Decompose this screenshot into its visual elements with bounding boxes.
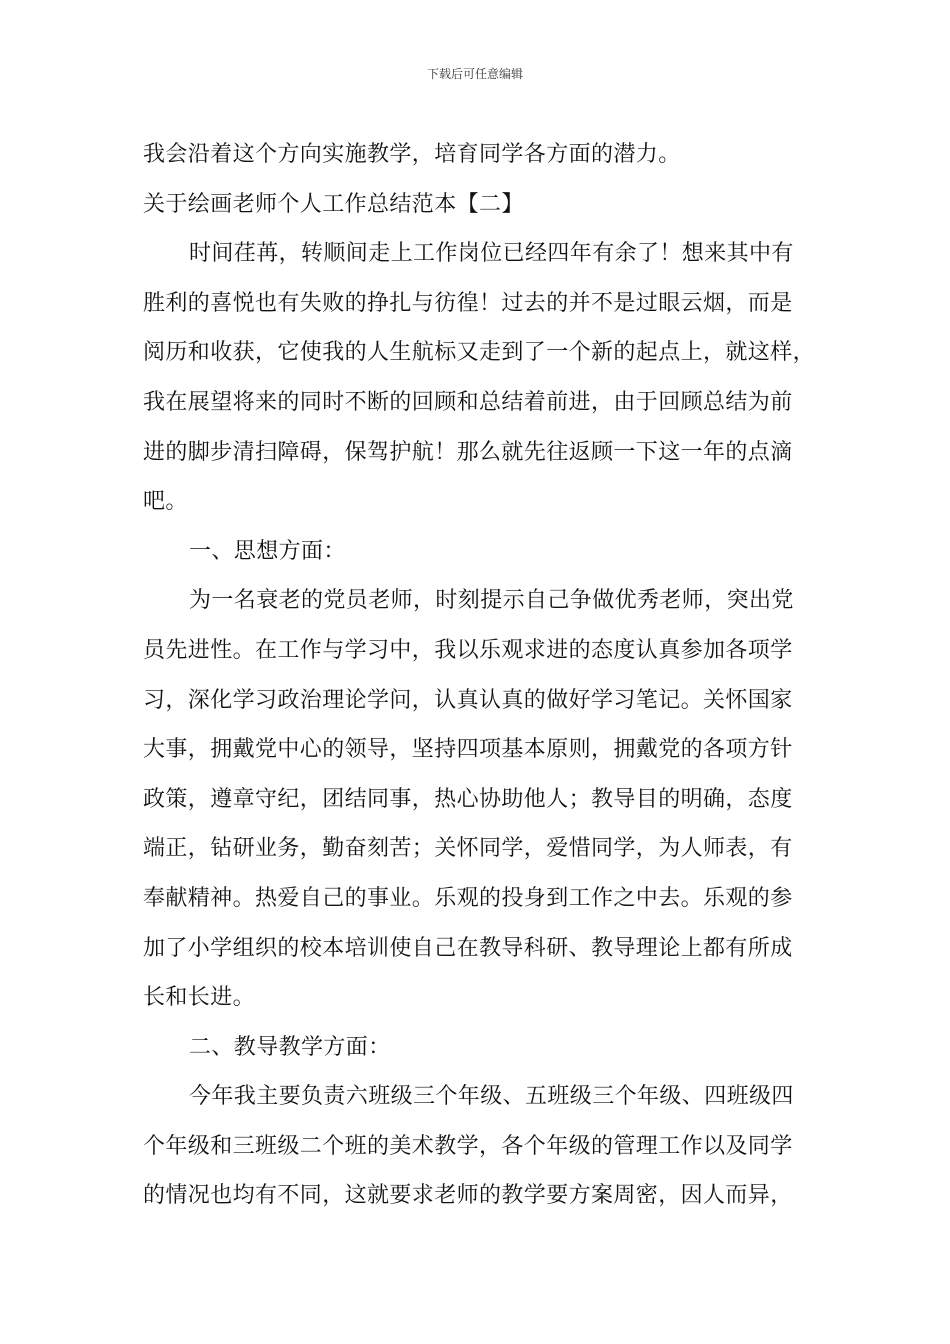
text-line: 的情况也均有不同，这就要求老师的教学要方案周密，因人而异， bbox=[143, 1183, 793, 1209]
text-line: 时间荏苒，转顺间走上工作岗位已经四年有余了！想来其中有 bbox=[189, 241, 794, 267]
text-line: 今年我主要负责六班级三个年级、五班级三个年级、四班级四 bbox=[189, 1084, 794, 1110]
text-line: 加了小学组织的校本培训使自己在教导科研、教导理论上都有所成 bbox=[143, 935, 793, 961]
document-body bbox=[143, 130, 823, 1221]
text-line: 为一名衰老的党员老师，时刻提示自己争做优秀老师，突出党 bbox=[189, 588, 794, 614]
subsection-heading: 一、思想方面： bbox=[189, 538, 346, 564]
text-line: 进的脚步清扫障碍，保驾护航！那么就先往返顾一下这一年的点滴 bbox=[143, 439, 793, 465]
text-line: 长和长进。 bbox=[143, 985, 256, 1011]
text-line: 习，深化学习政治理论学问，认真认真的做好学习笔记。关怀国家 bbox=[143, 687, 793, 713]
text-line: 政策，遵章守纪，团结同事，热心协助他人；教导目的明确，态度 bbox=[143, 786, 793, 812]
text-line: 个年级和三班级二个班的美术教学，各个年级的管理工作以及同学 bbox=[143, 1133, 793, 1159]
text-line: 胜利的喜悦也有失败的挣扎与彷徨！过去的并不是过眼云烟，而是 bbox=[143, 290, 793, 316]
text-line: 我会沿着这个方向实施教学，培育同学各方面的潜力。 bbox=[143, 142, 681, 167]
text-line: 阅历和收获，它使我的人生航标又走到了一个新的起点上，就这样， bbox=[143, 340, 816, 366]
text-line: 我在展望将来的同时不断的回顾和总结着前进，由于回顾总结为前 bbox=[143, 389, 793, 415]
page-header: 下载后可任意编辑 bbox=[426, 67, 523, 81]
text-line: 奉献精神。热爱自己的事业。乐观的投身到工作之中去。乐观的参 bbox=[143, 885, 793, 911]
section-title: 关于绘画老师个人工作总结范本【二】 bbox=[143, 191, 524, 217]
text-line: 员先进性。在工作与学习中，我以乐观求进的态度认真参加各项学 bbox=[143, 637, 793, 663]
text-line: 端正，钻研业务，勤奋刻苦；关怀同学，爱惜同学，为人师表，有 bbox=[143, 836, 793, 862]
text-line: 大事，拥戴党中心的领导，坚持四项基本原则，拥戴党的各项方针 bbox=[143, 737, 793, 763]
subsection-heading: 二、教导教学方面： bbox=[189, 1034, 391, 1060]
text-line: 吧。 bbox=[143, 489, 188, 515]
